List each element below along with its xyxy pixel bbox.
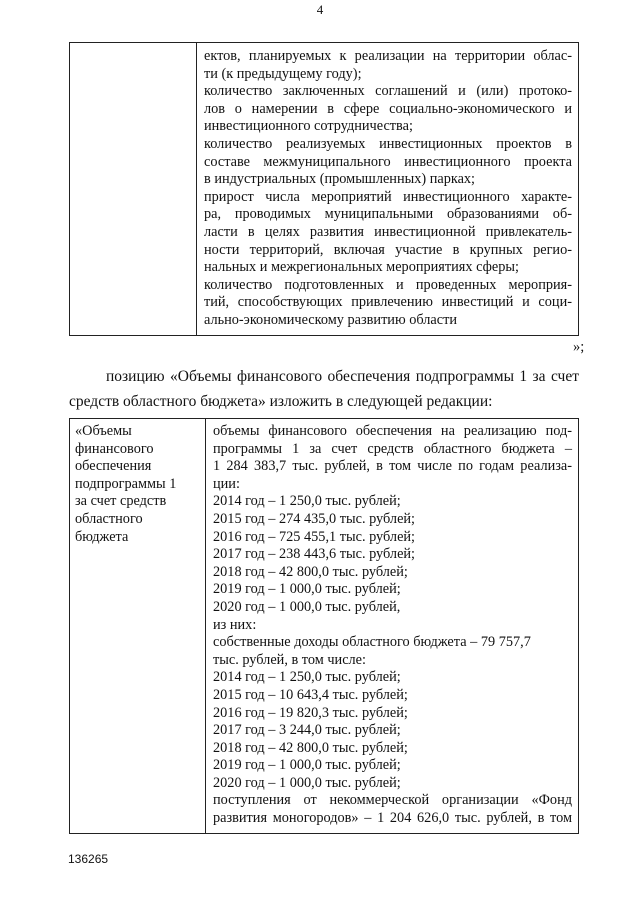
table2-label-line: «Объемы <box>75 423 132 439</box>
table1-text-line: ра, проводимых муниципальными образованиями об- <box>204 206 572 223</box>
table2-text-line: 2019 год – 1 000,0 тыс. рублей; <box>213 757 401 774</box>
table1-text-line: составе межмуниципального инвестиционного проекта <box>204 153 572 170</box>
table1-left-cell <box>70 43 197 336</box>
table2-text-line: тыс. рублей, в том числе: <box>213 651 366 668</box>
table1-text-line: ласти в целях развития инвестиционной привлекатель- <box>204 223 572 240</box>
table1-text-line: прирост числа мероприятий инвестиционного характе- <box>204 188 572 205</box>
table1-text-line: ности территорий, включая участие в крупных регио- <box>204 241 572 258</box>
table2-text-line: 2017 год – 238 443,6 тыс. рублей; <box>213 546 416 563</box>
indicators-table-continuation <box>69 42 579 336</box>
table2-text-line: 2014 год – 1 250,0 тыс. рублей; <box>213 669 401 686</box>
table2-text-line: ции: <box>213 475 240 492</box>
table2-text-line: поступления от некоммерческой организации «Фонд <box>213 792 572 809</box>
table1-text-line: ти (к предыдущему году); <box>204 65 362 82</box>
table2-label-line: обеспечения <box>75 458 152 475</box>
table1-text-line: лов о намерении в сфере социально-экономического и <box>204 100 572 117</box>
table2-text-line: 2016 год – 725 455,1 тыс. рублей; <box>213 528 416 545</box>
table2-text-line: 2018 год – 42 800,0 тыс. рублей; <box>213 563 408 580</box>
table2-text-line: 2016 год – 19 820,3 тыс. рублей; <box>213 704 408 721</box>
document-code: 136265 <box>68 852 109 866</box>
table1-text-line: количество заключенных соглашений и (или) протоко- <box>204 83 572 100</box>
table2-text-line: 2015 год – 10 643,4 тыс. рублей; <box>213 686 408 703</box>
table2-text-line: развития моногородов» – 1 204 626,0 тыс. рублей, в том <box>213 810 572 827</box>
table1-text-line: инвестиционного сотрудничества; <box>204 118 413 135</box>
paragraph-line-2: средств областного бюджета» изложить в следующей редакции: <box>69 393 493 410</box>
table1-text-line: количество реализуемых инвестиционных проектов в <box>204 135 572 152</box>
table2-text-line: 2017 год – 3 244,0 тыс. рублей; <box>213 722 401 739</box>
table1-text-line: тий, способствующих привлечению инвестиций и соци- <box>204 294 572 311</box>
table2-label-line: подпрограммы 1 <box>75 475 177 492</box>
closing-quote-mark: »; <box>573 339 585 355</box>
table2-text-line: 2015 год – 274 435,0 тыс. рублей; <box>213 510 416 527</box>
table2-label-line: за счет средств <box>75 493 167 510</box>
table2-label-line: финансового <box>75 440 154 457</box>
table1-text-line: ально-экономическому развитию области <box>204 311 458 328</box>
table2-right-cell <box>206 419 579 834</box>
table2-text-line: 2018 год – 42 800,0 тыс. рублей; <box>213 739 408 756</box>
table2-text-line: объемы финансового обеспечения на реализацию под- <box>213 423 572 439</box>
table2-text-line: из них: <box>213 616 257 633</box>
table2-label-line: областного <box>75 510 143 527</box>
table2-text-line: 2014 год – 1 250,0 тыс. рублей; <box>213 493 401 510</box>
table2-text-line: 2019 год – 1 000,0 тыс. рублей; <box>213 581 401 598</box>
table2-text-line: 1 284 383,7 тыс. рублей, в том числе по годам реализа- <box>213 458 572 475</box>
table1-text-line: ектов, планируемых к реализации на территории облас- <box>204 48 572 64</box>
table2-left-cell <box>70 419 206 834</box>
table1-text-line: количество подготовленных и проведенных мероприя- <box>204 276 572 293</box>
funding-volumes-table <box>69 418 579 834</box>
table2-text-line: программы 1 за счет средств областного бюджета – <box>213 440 572 457</box>
table1-text-line: в индустриальных (промышленных) парках; <box>204 171 476 188</box>
table2-label-line: бюджета <box>75 528 129 545</box>
table2-text-line: собственные доходы областного бюджета – 79 757,7 <box>213 634 531 651</box>
paragraph-line-1: позицию «Объемы финансового обеспечения подпрограммы 1 за счет <box>106 368 579 385</box>
table1-text-line: нальных и межрегиональных мероприятиях сферы; <box>204 259 519 276</box>
table1-right-cell <box>197 43 579 336</box>
table2-text-line: 2020 год – 1 000,0 тыс. рублей; <box>213 774 401 791</box>
table2-text-line: 2020 год – 1 000,0 тыс. рублей, <box>213 598 401 615</box>
page-number: 4 <box>316 2 324 17</box>
